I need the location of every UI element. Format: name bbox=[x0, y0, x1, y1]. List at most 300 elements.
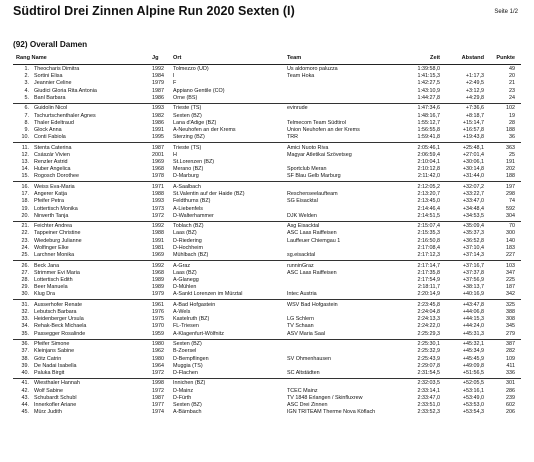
finish-time: 2:17:12,3 bbox=[417, 252, 440, 259]
group-separator bbox=[13, 339, 521, 340]
finish-time: 2:31:54,5 bbox=[417, 369, 440, 376]
rank: 29. bbox=[21, 284, 29, 291]
hometown: Innichen (BZ) bbox=[173, 380, 206, 387]
points: 602 bbox=[506, 402, 515, 409]
page-number: Seite 1/2 bbox=[494, 9, 518, 15]
points: 28 bbox=[509, 119, 515, 126]
time-gap: +19:43,8 bbox=[462, 134, 484, 141]
time-gap: +25:48,1 bbox=[462, 144, 484, 151]
table-row bbox=[0, 120, 534, 127]
table-row bbox=[0, 95, 534, 102]
rank: 1. bbox=[24, 66, 29, 72]
table-row bbox=[0, 409, 534, 416]
hometown: Muggia (TS) bbox=[173, 362, 203, 369]
finish-time: 1:39:58,0 bbox=[417, 66, 440, 72]
points: 227 bbox=[506, 252, 515, 259]
table-row bbox=[0, 191, 534, 198]
rank: 14. bbox=[21, 166, 29, 173]
team-name: TV Schaan bbox=[287, 323, 314, 330]
points: 325 bbox=[506, 301, 515, 308]
time-gap: +2:49,5 bbox=[465, 80, 484, 87]
rank: 12. bbox=[21, 151, 29, 158]
points: 24 bbox=[509, 94, 515, 101]
rank: 39. bbox=[21, 362, 29, 369]
birth-year: 1979 bbox=[152, 80, 164, 87]
points: 304 bbox=[506, 212, 515, 219]
rank: 7. bbox=[24, 112, 29, 119]
finish-time: 2:33:51,0 bbox=[417, 402, 440, 409]
team-name: SC Altstädten bbox=[287, 369, 320, 376]
time-gap: +45:45,9 bbox=[462, 355, 484, 362]
athlete-name: Theocharis Dimitra bbox=[34, 66, 80, 72]
rank: 10. bbox=[21, 134, 29, 141]
athlete-name: Renzler Astrid bbox=[34, 159, 68, 166]
birth-year: 1998 bbox=[152, 380, 164, 387]
time-gap: +49:09,8 bbox=[462, 362, 484, 369]
table-row bbox=[0, 252, 534, 259]
hometown: D-Hochheim bbox=[173, 244, 203, 251]
points: 183 bbox=[506, 244, 515, 251]
finish-time: 2:13:45,0 bbox=[417, 198, 440, 205]
points: 187 bbox=[506, 284, 515, 291]
athlete-name: Larchner Monika bbox=[34, 252, 75, 259]
athlete-name: Lebutsch Barbara bbox=[34, 309, 77, 316]
birth-year: 1995 bbox=[152, 134, 164, 141]
rank: 22. bbox=[21, 230, 29, 237]
hometown: D-Mühlen bbox=[173, 284, 197, 291]
finish-time: 2:15:35,3 bbox=[417, 230, 440, 237]
team-name: Asg Eisacktal bbox=[287, 223, 320, 230]
table-row bbox=[0, 309, 534, 316]
rank: 19. bbox=[21, 205, 29, 212]
time-gap: +37:10,4 bbox=[462, 244, 484, 251]
birth-year: 1992 bbox=[152, 66, 164, 72]
rank: 40. bbox=[21, 369, 29, 376]
hometown: Mühlbach (BZ) bbox=[173, 252, 209, 259]
time-gap: +33:22,7 bbox=[462, 191, 484, 198]
time-gap: +30:14,8 bbox=[462, 166, 484, 173]
hometown: Laas (BZ) bbox=[173, 230, 197, 237]
hometown: H bbox=[173, 151, 177, 158]
rank: 27. bbox=[21, 269, 29, 276]
rank: 38. bbox=[21, 355, 29, 362]
table-row bbox=[0, 356, 534, 363]
birth-year: 1993 bbox=[152, 198, 164, 205]
athlete-name: Pfeifer Petra bbox=[34, 198, 64, 205]
team-name: Intec Austria bbox=[287, 291, 317, 298]
athlete-name: Császár Vivien bbox=[34, 151, 70, 158]
finish-time: 2:11:42,0 bbox=[417, 173, 440, 180]
table-row bbox=[0, 88, 534, 95]
finish-time: 2:05:46,1 bbox=[417, 144, 440, 151]
birth-year: 1984 bbox=[152, 73, 164, 80]
finish-time: 2:24:22,0 bbox=[417, 323, 440, 330]
points: 345 bbox=[506, 323, 515, 330]
points: 19 bbox=[509, 112, 515, 119]
rank: 41. bbox=[21, 380, 29, 387]
hometown: A-Klagenfurt-Wölfnitz bbox=[173, 330, 224, 337]
table-row bbox=[0, 184, 534, 191]
team-name: SV Ohmenhausen bbox=[287, 355, 332, 362]
hometown: Sterzing (BZ) bbox=[173, 134, 205, 141]
athlete-name: Heidenberger Ursula bbox=[34, 316, 84, 323]
table-row bbox=[0, 348, 534, 355]
birth-year: 1969 bbox=[152, 159, 164, 166]
hometown: D-Riedering bbox=[173, 237, 202, 244]
group-separator bbox=[13, 142, 521, 143]
time-gap: +37:14,3 bbox=[462, 252, 484, 259]
finish-time: 2:32:03,5 bbox=[417, 380, 440, 387]
finish-time: 1:44:27,8 bbox=[417, 94, 440, 101]
table-row bbox=[0, 341, 534, 348]
group-separator bbox=[13, 103, 521, 104]
time-gap: +16:57,8 bbox=[462, 126, 484, 133]
birth-year: 1964 bbox=[152, 362, 164, 369]
table-row bbox=[0, 331, 534, 338]
athlete-name: Passegger Rosalinde bbox=[34, 330, 86, 337]
team-name: TV 1848 Erlangen / Skinfluxrew bbox=[287, 394, 363, 401]
group-separator bbox=[13, 299, 521, 300]
athlete-name: Wiesthaler Hannah bbox=[34, 380, 80, 387]
rank: 20. bbox=[21, 212, 29, 219]
time-gap: +37:37,8 bbox=[462, 269, 484, 276]
points: 109 bbox=[506, 355, 515, 362]
athlete-name: Lottertisch Monika bbox=[34, 205, 78, 212]
finish-time: 1:43:10,9 bbox=[417, 87, 440, 94]
hometown: Appiano Gentile (CO) bbox=[173, 87, 225, 94]
athlete-name: Glock Anna bbox=[34, 126, 62, 133]
points: 279 bbox=[506, 330, 515, 337]
birth-year: 1959 bbox=[152, 330, 164, 337]
team-name: Magyar Atletikai Szövetseg bbox=[287, 151, 352, 158]
finish-time: 2:33:52,3 bbox=[417, 409, 440, 416]
birth-year: 1968 bbox=[152, 166, 164, 173]
team-name: LG Schlern bbox=[287, 316, 314, 323]
points: 300 bbox=[506, 230, 515, 237]
birth-year: 1981 bbox=[152, 244, 164, 251]
group-separator bbox=[13, 260, 521, 261]
rank: 8. bbox=[24, 119, 29, 126]
team-name: runninGraz bbox=[287, 262, 314, 269]
table-row bbox=[0, 173, 534, 180]
team-name: IGN TRITEAM Therme Nova Köflach bbox=[287, 409, 376, 416]
finish-time: 2:10:04,1 bbox=[417, 159, 440, 166]
col-rang-name: Rang Name bbox=[16, 55, 47, 61]
athlete-name: Stenta Caterina bbox=[34, 144, 72, 151]
team-name: ASV Maria Saal bbox=[287, 330, 326, 337]
team-name: TCEC Mainz bbox=[287, 387, 318, 394]
group-separator bbox=[13, 221, 521, 222]
birth-year: 1975 bbox=[152, 316, 164, 323]
hometown: D-Bempflingen bbox=[173, 355, 209, 362]
birth-year: 1980 bbox=[152, 355, 164, 362]
time-gap: +38:13,7 bbox=[462, 284, 484, 291]
athlete-name: Wiedeburg Julianne bbox=[34, 237, 82, 244]
team-name: Lauffeuer Chiemgau 1 bbox=[287, 237, 341, 244]
rank: 32. bbox=[21, 309, 29, 316]
col-punkte: Punkte bbox=[496, 55, 515, 61]
page-title: Südtirol Drei Zinnen Alpine Run 2020 Sexten (I) bbox=[13, 4, 295, 18]
time-gap: +44:24,0 bbox=[462, 323, 484, 330]
rank: 5. bbox=[24, 94, 29, 101]
points: 202 bbox=[506, 166, 515, 173]
athlete-name: Guidolin Nicol bbox=[34, 105, 68, 112]
table-row bbox=[0, 152, 534, 159]
points: 21 bbox=[509, 80, 515, 87]
hometown: D-Mainz bbox=[173, 387, 194, 394]
hometown: Laas (BZ) bbox=[173, 269, 197, 276]
finish-time: 2:25:29,3 bbox=[417, 330, 440, 337]
table-row bbox=[0, 291, 534, 298]
rank: 17. bbox=[21, 191, 29, 198]
athlete-name: Kleinjans Sabine bbox=[34, 348, 75, 355]
birth-year: 1979 bbox=[152, 291, 164, 298]
athlete-name: Lottertisch Edith bbox=[34, 276, 73, 283]
table-row bbox=[0, 323, 534, 330]
finish-time: 2:16:50,8 bbox=[417, 237, 440, 244]
birth-year: 1986 bbox=[152, 119, 164, 126]
birth-year: 1973 bbox=[152, 205, 164, 212]
team-name: Sportclub Meran bbox=[287, 166, 327, 173]
table-row bbox=[0, 145, 534, 152]
hometown: Toblach (BZ) bbox=[173, 223, 204, 230]
athlete-name: Mürz Judith bbox=[34, 409, 62, 416]
athlete-name: Sortini Elisa bbox=[34, 73, 63, 80]
table-row bbox=[0, 238, 534, 245]
points: 103 bbox=[506, 262, 515, 269]
points: 197 bbox=[506, 183, 515, 190]
points: 308 bbox=[506, 316, 515, 323]
points: 388 bbox=[506, 309, 515, 316]
time-gap: +37:56,9 bbox=[462, 276, 484, 283]
rank: 44. bbox=[21, 402, 29, 409]
table-row bbox=[0, 316, 534, 323]
category-title: (92) Overall Damen bbox=[13, 40, 88, 49]
points: 25 bbox=[509, 151, 515, 158]
rank: 9. bbox=[24, 126, 29, 133]
hometown: A-Wels bbox=[173, 309, 191, 316]
time-gap: +53:53,0 bbox=[462, 402, 484, 409]
group-separator bbox=[13, 378, 521, 379]
athlete-name: Tschurtschenthaler Agnes bbox=[34, 112, 96, 119]
time-gap: +37:16,7 bbox=[462, 262, 484, 269]
table-row bbox=[0, 166, 534, 173]
points: 225 bbox=[506, 276, 515, 283]
hometown: Lana d'Adige (BZ) bbox=[173, 119, 217, 126]
finish-time: 2:29:07,8 bbox=[417, 362, 440, 369]
birth-year: 1982 bbox=[152, 112, 164, 119]
hometown: D-Walterhammer bbox=[173, 212, 214, 219]
birth-year: 1962 bbox=[152, 348, 164, 355]
table-row bbox=[0, 113, 534, 120]
hometown: St.Lorenzen (BZ) bbox=[173, 159, 215, 166]
finish-time: 2:20:14,9 bbox=[417, 291, 440, 298]
rank: 21. bbox=[21, 223, 29, 230]
header-rule bbox=[13, 64, 521, 65]
table-header bbox=[0, 55, 534, 64]
hometown: A-Glanegg bbox=[173, 276, 199, 283]
finish-time: 2:14:46,4 bbox=[417, 205, 440, 212]
finish-time: 2:15:07,4 bbox=[417, 223, 440, 230]
birth-year: 1989 bbox=[152, 276, 164, 283]
hometown: D-Flachen bbox=[173, 369, 198, 376]
table-row bbox=[0, 213, 534, 220]
athlete-name: Jeannier Celine bbox=[34, 80, 72, 87]
rank: 33. bbox=[21, 316, 29, 323]
points: 363 bbox=[506, 144, 515, 151]
finish-time: 2:10:12,8 bbox=[417, 166, 440, 173]
table-row bbox=[0, 127, 534, 134]
col-zeit: Zeit bbox=[430, 55, 440, 61]
rank: 25. bbox=[21, 252, 29, 259]
rank: 28. bbox=[21, 276, 29, 283]
birth-year: 1972 bbox=[152, 387, 164, 394]
team-name: TRR bbox=[287, 134, 299, 141]
time-gap: +51:56,5 bbox=[462, 369, 484, 376]
rank: 35. bbox=[21, 330, 29, 337]
points: 206 bbox=[506, 409, 515, 416]
rank: 30. bbox=[21, 291, 29, 298]
athlete-name: Schubardt Schubl bbox=[34, 394, 77, 401]
table-row bbox=[0, 206, 534, 213]
hometown: Feldthurns (BZ) bbox=[173, 198, 211, 205]
table-row bbox=[0, 388, 534, 395]
birth-year: 1987 bbox=[152, 394, 164, 401]
birth-year: 1974 bbox=[152, 409, 164, 416]
birth-year: 1989 bbox=[152, 284, 164, 291]
athlete-name: Rehak-Beck Michaela bbox=[34, 323, 87, 330]
team-name: DJK Welden bbox=[287, 212, 317, 219]
hometown: F bbox=[173, 80, 177, 87]
athlete-name: Huber Angelica bbox=[34, 166, 71, 173]
table-row bbox=[0, 277, 534, 284]
hometown: A-Saalbach bbox=[173, 183, 201, 190]
athlete-name: Weiss Eva-Maria bbox=[34, 183, 75, 190]
points: 411 bbox=[506, 362, 515, 369]
table-row bbox=[0, 270, 534, 277]
birth-year: 1972 bbox=[152, 212, 164, 219]
rank: 2. bbox=[24, 73, 29, 80]
rank: 24. bbox=[21, 244, 29, 251]
time-gap: +52:05,5 bbox=[462, 380, 484, 387]
team-name: SG Eisacktal bbox=[287, 198, 318, 205]
finish-time: 1:56:55,8 bbox=[417, 126, 440, 133]
birth-year: 1988 bbox=[152, 191, 164, 198]
birth-year: 1987 bbox=[152, 144, 164, 151]
points: 188 bbox=[506, 173, 515, 180]
table-row bbox=[0, 245, 534, 252]
time-gap: +45:32,1 bbox=[462, 341, 484, 348]
hometown: FL-Triesen bbox=[173, 323, 199, 330]
hometown: D-Marburg bbox=[173, 173, 199, 180]
col-team: Team bbox=[287, 55, 302, 61]
hometown: A-Graz bbox=[173, 262, 191, 269]
table-row bbox=[0, 223, 534, 230]
col-jg: Jg bbox=[152, 55, 159, 61]
athlete-name: Giudici Gloria Rita Antonia bbox=[34, 87, 97, 94]
finish-time: 1:42:27,5 bbox=[417, 80, 440, 87]
points: 592 bbox=[506, 205, 515, 212]
table-row bbox=[0, 395, 534, 402]
finish-time: 2:17:35,8 bbox=[417, 269, 440, 276]
finish-time: 1:59:41,8 bbox=[417, 134, 440, 141]
points: 286 bbox=[506, 387, 515, 394]
finish-time: 2:18:11,7 bbox=[417, 284, 440, 291]
col-abstand: Abstand bbox=[461, 55, 484, 61]
time-gap: +36:52,8 bbox=[462, 237, 484, 244]
table-row bbox=[0, 263, 534, 270]
athlete-name: Pfeifer Simone bbox=[34, 341, 70, 348]
team-name: ASC Drei Zinnen bbox=[287, 402, 328, 409]
athlete-name: Innerkofler Ariane bbox=[34, 402, 77, 409]
birth-year: 1978 bbox=[152, 173, 164, 180]
athlete-name: Strimmer Evi Maria bbox=[34, 269, 80, 276]
table-row bbox=[0, 402, 534, 409]
time-gap: +33:47,0 bbox=[462, 198, 484, 205]
points: 140 bbox=[506, 237, 515, 244]
table-row bbox=[0, 80, 534, 87]
rank: 18. bbox=[21, 198, 29, 205]
rank: 15. bbox=[21, 173, 29, 180]
time-gap: +8:18,7 bbox=[465, 112, 484, 119]
team-name: ASC Laas Raiffeisen bbox=[287, 230, 337, 237]
hometown: Sexten (BZ) bbox=[173, 402, 202, 409]
hometown: B-Zoersel bbox=[173, 348, 197, 355]
finish-time: 1:55:12,7 bbox=[417, 119, 440, 126]
points: 191 bbox=[506, 159, 515, 166]
hometown: Tolmezzo (UD) bbox=[173, 66, 209, 72]
finish-time: 2:33:47,0 bbox=[417, 394, 440, 401]
hometown: Trieste (TS) bbox=[173, 144, 202, 151]
athlete-name: Angerer Katja bbox=[34, 191, 67, 198]
finish-time: 2:14:51,5 bbox=[417, 212, 440, 219]
athlete-name: Paluka Birgit bbox=[34, 369, 65, 376]
points: 298 bbox=[506, 191, 515, 198]
table-row bbox=[0, 363, 534, 370]
time-gap: +27:01,4 bbox=[462, 151, 484, 158]
time-gap: +31:44,0 bbox=[462, 173, 484, 180]
birth-year: 1976 bbox=[152, 309, 164, 316]
finish-time: 2:33:14,1 bbox=[417, 387, 440, 394]
hometown: Sexten (BZ) bbox=[173, 112, 202, 119]
points: 23 bbox=[509, 87, 515, 94]
time-gap: +40:16,9 bbox=[462, 291, 484, 298]
birth-year: 1991 bbox=[152, 126, 164, 133]
points: 74 bbox=[509, 198, 515, 205]
athlete-name: Thaler Edeltraud bbox=[34, 119, 74, 126]
time-gap: +7:36,6 bbox=[465, 105, 484, 112]
table-row bbox=[0, 302, 534, 309]
time-gap: +53:16,1 bbox=[462, 387, 484, 394]
table-row bbox=[0, 370, 534, 377]
hometown: D-Fürth bbox=[173, 394, 192, 401]
hometown: A-Sankt Lorenzen im Mürztal bbox=[173, 291, 243, 298]
athlete-name: Feichter Andrea bbox=[34, 223, 73, 230]
finish-time: 2:17:08,4 bbox=[417, 244, 440, 251]
birth-year: 1969 bbox=[152, 252, 164, 259]
hometown: A-Neuhofen an der Krems bbox=[173, 126, 236, 133]
col-ort: Ort bbox=[173, 55, 182, 61]
athlete-name: Rogosch Dorothee bbox=[34, 173, 79, 180]
points: 102 bbox=[506, 105, 515, 112]
hometown: A-Bad Hofgastein bbox=[173, 301, 216, 308]
time-gap: +30:06,1 bbox=[462, 159, 484, 166]
rank: 34. bbox=[21, 323, 29, 330]
time-gap: +45:31,3 bbox=[462, 330, 484, 337]
rank: 45. bbox=[21, 409, 29, 416]
athlete-name: Ausserhofer Renate bbox=[34, 301, 82, 308]
time-gap: +53:54,3 bbox=[462, 409, 484, 416]
